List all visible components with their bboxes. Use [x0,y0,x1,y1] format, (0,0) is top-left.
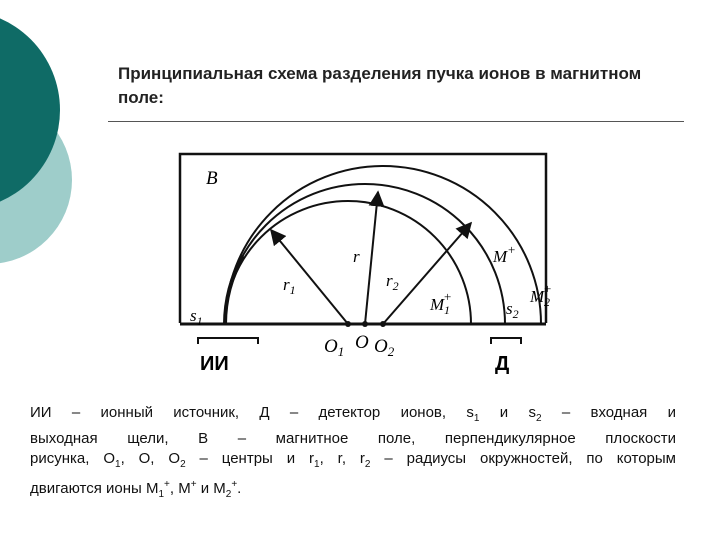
label-r1: $r_1$ [283,275,296,297]
slide-title: Принципиальная схема разделения пучка ионов в магнитном поле: [118,64,642,107]
caption [30,403,676,505]
caption-line-1: ИИ – ионный источник, Д – детектор ионов, $s_1$ и $s_2$ – входная и [30,404,676,424]
field-region-frame [180,154,546,323]
label-s2: $s_2$ [506,299,519,321]
ion-separation-diagram [168,138,568,378]
center-o2-dot [380,321,386,327]
label-o1: $O_1$ [324,336,345,359]
caption-line-2: выходная щели, В – магнитное поле, перпендикулярное плоскости [30,430,676,447]
radius-r2-arrow [383,223,471,324]
radius-r-arrow [365,192,378,324]
label-s1: $s_1$ [190,306,203,328]
caption-line-4: двигаются ионы $М_1^+$, М+ и $М_2^+$. [30,479,242,500]
label-m1: M+ 1 [430,289,452,317]
center-o-dot [362,321,368,327]
label-detector: Д [495,353,510,375]
label-ion-source: ИИ [200,353,229,375]
trajectory-m [225,184,505,324]
label-r: r [353,247,360,266]
label-o2: $O_2$ [374,336,395,359]
trajectory-m2 [225,166,541,324]
label-m2: M+ 2 [530,281,552,309]
detector-bracket [491,338,521,344]
label-o: O [355,332,369,353]
label-m: M+ [493,242,516,266]
caption-line-3: рисунка, $О_1$, О, $О_2$ – центры и $r_1$, r, $r_2$ – радиусы окружностей, по которым [30,450,676,470]
label-r2: $r_2$ [386,271,399,293]
title-divider [108,121,684,122]
ion-source-bracket [198,338,258,344]
label-b-field: B [206,168,218,189]
center-o1-dot [345,321,351,327]
decorative-circles [0,0,110,300]
